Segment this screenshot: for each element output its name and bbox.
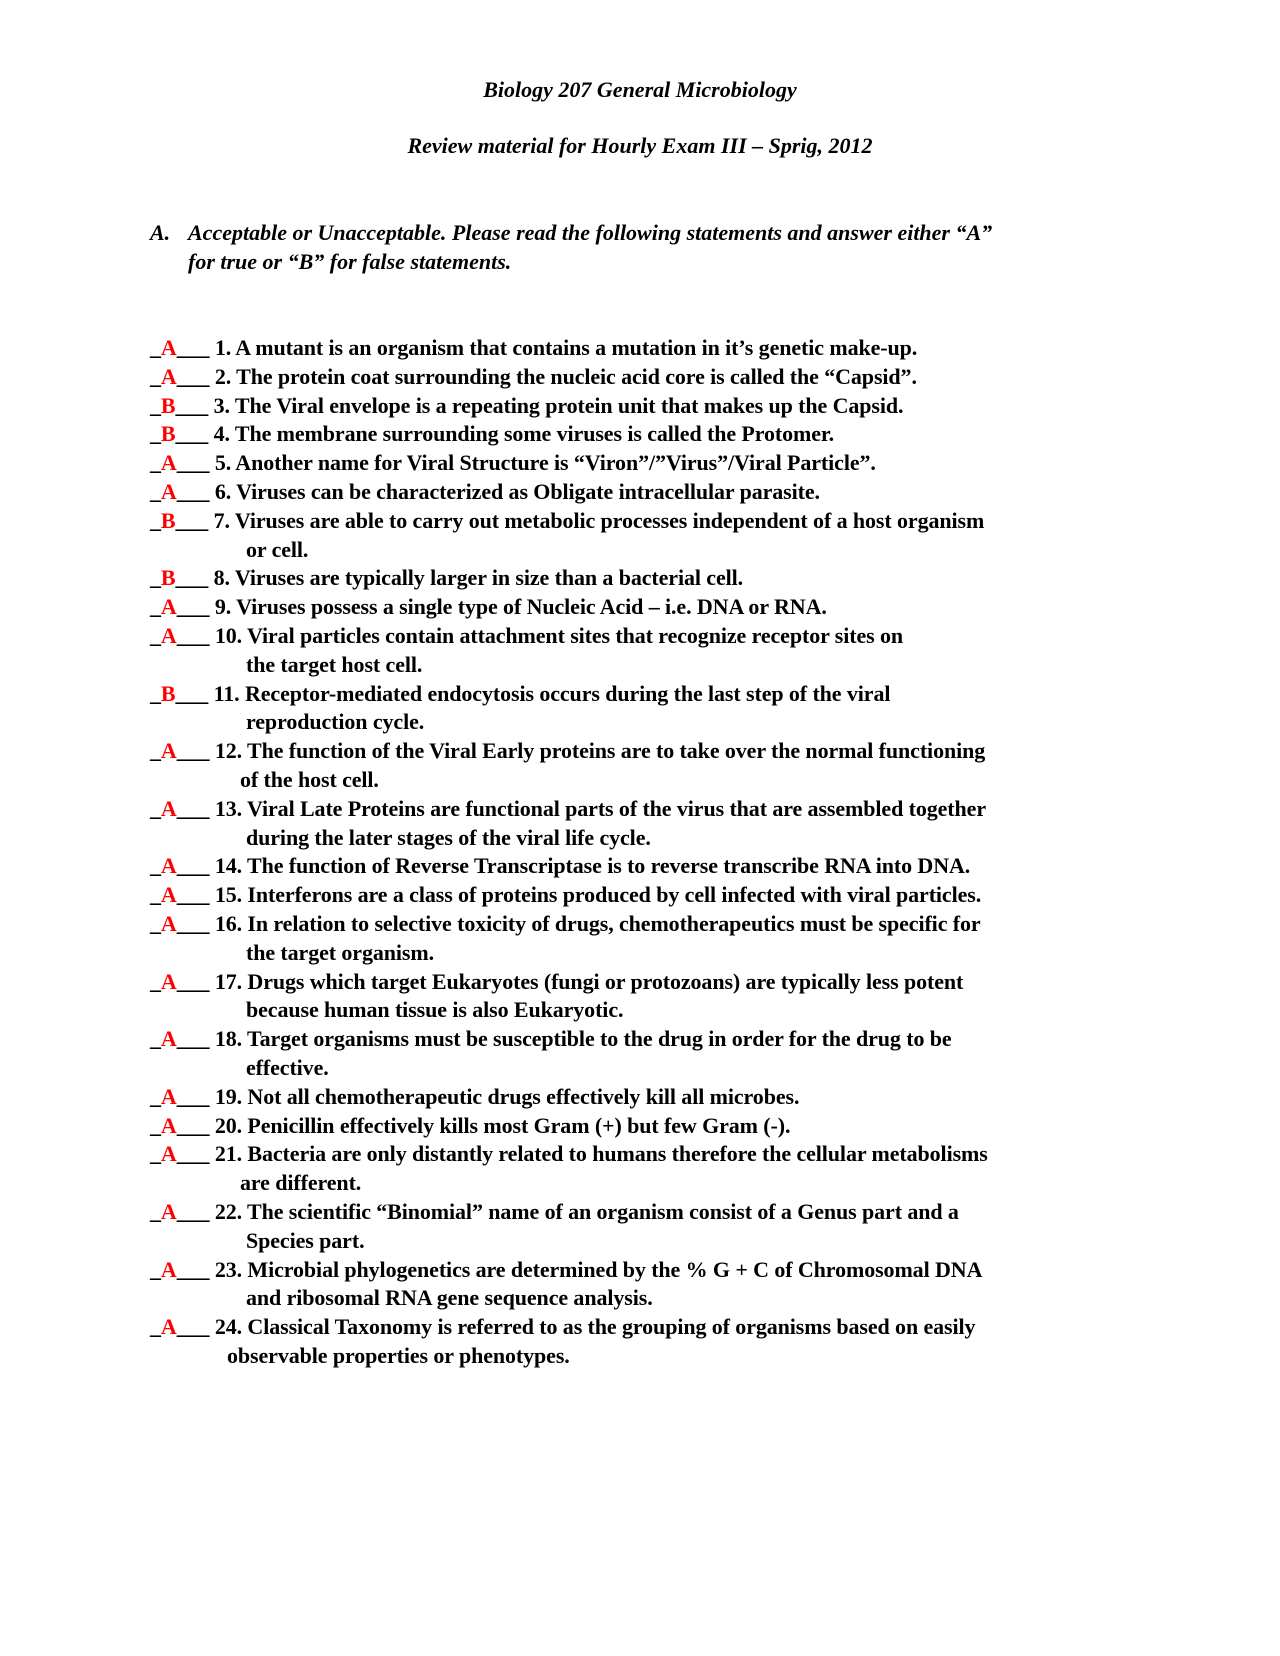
- answer-blank: _: [150, 680, 161, 706]
- question-text: 1. A mutant is an organism that contains a mutation in it’s genetic make-up.: [214, 335, 918, 360]
- answer-blank: _: [150, 363, 161, 389]
- question-text: 8. Viruses are typically larger in size than a bacterial cell.: [213, 565, 744, 591]
- question-text: 4. The membrane surrounding some viruses is called the Protomer.: [213, 421, 834, 447]
- question-text: 3. The Viral envelope is a repeating protein unit that makes up the Capsid.: [213, 392, 904, 418]
- answer-blank: ___: [176, 795, 215, 821]
- answer-letter: A: [160, 594, 177, 620]
- question-list: [150, 334, 1130, 1371]
- answer-blank: ___: [176, 1112, 215, 1138]
- question-item: [150, 1140, 1130, 1169]
- question-text-continuation: Species part.: [246, 1227, 365, 1253]
- answer-blank: ___: [176, 1314, 215, 1340]
- answer-blank: _: [150, 1256, 161, 1282]
- question-text-continuation: reproduction cycle.: [246, 709, 425, 735]
- question-item: [150, 564, 1130, 593]
- question-item: [150, 737, 1130, 766]
- answer-letter: A: [160, 1112, 177, 1138]
- answer-letter: A: [160, 450, 177, 476]
- answer-blank: ___: [175, 680, 214, 706]
- answer-letter: A: [160, 1256, 177, 1282]
- question-text-continuation: or cell.: [246, 536, 309, 562]
- question-text: 21. Bacteria are only distantly related to humans therefore the cellular metabolisms: [214, 1141, 988, 1167]
- answer-blank: ___: [176, 1256, 215, 1282]
- answer-blank: _: [150, 1141, 161, 1167]
- answer-blank: _: [150, 594, 161, 620]
- answer-letter: B: [160, 680, 176, 706]
- question-text: 7. Viruses are able to carry out metabolic processes independent of a host organism: [213, 507, 985, 533]
- answer-letter: A: [160, 363, 177, 389]
- question-text: 14. The function of Reverse Transcriptase is to reverse transcribe RNA into DNA.: [214, 853, 971, 879]
- answer-blank: _: [150, 622, 161, 648]
- question-text-continuation: are different.: [240, 1170, 362, 1196]
- question-item: [150, 968, 1130, 997]
- answer-letter: A: [160, 738, 177, 764]
- question-text-continuation: observable properties or phenotypes.: [227, 1342, 570, 1368]
- question-text: 18. Target organisms must be susceptible to the drug in order for the drug to be: [214, 1026, 952, 1052]
- question-text-continuation: effective.: [246, 1054, 329, 1080]
- answer-blank: ___: [175, 565, 214, 591]
- question-text-continuation: and ribosomal RNA gene sequence analysis.: [246, 1285, 653, 1311]
- answer-blank: _: [150, 1314, 161, 1340]
- question-item: [150, 449, 1130, 478]
- answer-blank: _: [150, 450, 161, 476]
- question-text: 12. The function of the Viral Early proteins are to take over the normal functioning: [214, 738, 986, 764]
- question-text: 22. The scientific “Binomial” name of an organism consist of a Genus part and a: [214, 1198, 959, 1224]
- question-item: [150, 1198, 1130, 1227]
- answer-blank: _: [150, 738, 161, 764]
- section-instructions: [150, 218, 1110, 276]
- question-item: [150, 363, 1130, 392]
- question-text: 9. Viruses possess a single type of Nucleic Acid – i.e. DNA or RNA.: [214, 594, 827, 620]
- answer-blank: _: [150, 795, 161, 821]
- question-text: 6. Viruses can be characterized as Obligate intracellular parasite.: [214, 478, 820, 504]
- instructions-line-2: for true or “B” for false statements.: [188, 249, 512, 274]
- answer-letter: A: [160, 795, 177, 821]
- answer-blank: _: [150, 421, 161, 447]
- question-item: [150, 507, 1130, 536]
- answer-blank: _: [150, 1026, 161, 1052]
- question-item: [150, 881, 1130, 910]
- question-item: [150, 1256, 1130, 1285]
- answer-blank: ___: [175, 421, 214, 447]
- answer-blank: _: [150, 335, 161, 360]
- answer-letter: A: [160, 1083, 177, 1109]
- answer-letter: A: [160, 1314, 177, 1340]
- course-title: Biology 207 General Microbiology: [483, 77, 797, 102]
- answer-blank: _: [150, 853, 161, 879]
- question-text: 5. Another name for Viral Structure is “Viron”/”Virus”/Viral Particle”.: [214, 450, 876, 476]
- answer-letter: A: [160, 1141, 177, 1167]
- answer-letter: A: [160, 968, 177, 994]
- answer-blank: _: [150, 392, 161, 418]
- question-item: [150, 420, 1130, 449]
- answer-blank: ___: [176, 968, 215, 994]
- answer-letter: A: [160, 478, 177, 504]
- answer-letter: B: [160, 507, 176, 533]
- answer-blank: ___: [176, 1083, 215, 1109]
- question-item: [150, 680, 1130, 709]
- question-text: 16. In relation to selective toxicity of drugs, chemotherapeutics must be specific for: [214, 910, 981, 936]
- question-item: [150, 910, 1130, 939]
- question-item: [150, 1025, 1130, 1054]
- answer-blank: ___: [176, 450, 215, 476]
- answer-letter: A: [160, 910, 177, 936]
- question-text: 2. The protein coat surrounding the nucleic acid core is called the “Capsid”.: [214, 363, 917, 389]
- question-text: 23. Microbial phylogenetics are determined by the % G + C of Chromosomal DNA: [214, 1256, 983, 1282]
- question-item: [150, 334, 1130, 363]
- answer-blank: ___: [176, 594, 215, 620]
- question-item: [150, 1112, 1130, 1141]
- question-text: 24. Classical Taxonomy is referred to as the grouping of organisms based on easily: [214, 1314, 976, 1340]
- answer-letter: A: [160, 335, 177, 360]
- question-text-continuation: the target organism.: [246, 939, 435, 965]
- answer-blank: _: [150, 910, 161, 936]
- answer-blank: _: [150, 1083, 161, 1109]
- answer-blank: _: [150, 507, 161, 533]
- question-text-continuation: the target host cell.: [246, 651, 423, 677]
- question-text: 17. Drugs which target Eukaryotes (fungi or protozoans) are typically less potent: [214, 968, 964, 994]
- answer-blank: ___: [176, 910, 215, 936]
- answer-blank: _: [150, 478, 161, 504]
- answer-letter: A: [160, 882, 177, 908]
- question-item: [150, 392, 1130, 421]
- question-text-continuation: because human tissue is also Eukaryotic.: [246, 997, 624, 1023]
- answer-blank: ___: [176, 622, 215, 648]
- answer-blank: _: [150, 968, 161, 994]
- answer-letter: A: [160, 1026, 177, 1052]
- question-text: 19. Not all chemotherapeutic drugs effectively kill all microbes.: [214, 1083, 800, 1109]
- answer-blank: ___: [176, 853, 215, 879]
- answer-blank: ___: [176, 1026, 215, 1052]
- answer-blank: ___: [175, 392, 214, 418]
- answer-blank: _: [150, 565, 161, 591]
- answer-blank: ___: [176, 1198, 215, 1224]
- question-item: [150, 795, 1130, 824]
- answer-blank: _: [150, 1198, 161, 1224]
- answer-letter: A: [160, 1198, 177, 1224]
- question-item: [150, 1313, 1130, 1342]
- answer-blank: ___: [176, 335, 215, 360]
- answer-letter: B: [160, 421, 176, 447]
- answer-blank: ___: [176, 1141, 215, 1167]
- question-item: [150, 622, 1130, 651]
- question-text: 10. Viral particles contain attachment sites that recognize receptor sites on: [214, 622, 904, 648]
- question-text: 11. Receptor-mediated endocytosis occurs during the last step of the viral: [213, 680, 891, 706]
- answer-letter: B: [160, 392, 176, 418]
- answer-blank: ___: [176, 478, 215, 504]
- answer-letter: A: [160, 622, 177, 648]
- question-item: [150, 852, 1130, 881]
- question-text: 13. Viral Late Proteins are functional parts of the virus that are assembled together: [214, 795, 987, 821]
- answer-blank: ___: [176, 738, 215, 764]
- question-item: [150, 593, 1130, 622]
- answer-blank: _: [150, 882, 161, 908]
- question-text-continuation: of the host cell.: [240, 766, 379, 792]
- answer-blank: _: [150, 1112, 161, 1138]
- section-letter: A.: [150, 220, 171, 245]
- exam-subtitle: Review material for Hourly Exam III – Sprig, 2012: [407, 133, 873, 158]
- question-text-continuation: during the later stages of the viral life cycle.: [246, 824, 651, 850]
- answer-letter: B: [160, 565, 176, 591]
- answer-blank: ___: [176, 882, 215, 908]
- answer-blank: ___: [176, 363, 215, 389]
- answer-blank: ___: [175, 507, 214, 533]
- question-item: [150, 478, 1130, 507]
- question-item: [150, 1083, 1130, 1112]
- question-text: 15. Interferons are a class of proteins produced by cell infected with viral particles.: [214, 882, 982, 908]
- answer-letter: A: [160, 853, 177, 879]
- question-text: 20. Penicillin effectively kills most Gram (+) but few Gram (-).: [214, 1112, 791, 1138]
- instructions-line-1: Acceptable or Unacceptable. Please read the following statements and answer either “A”: [188, 220, 993, 245]
